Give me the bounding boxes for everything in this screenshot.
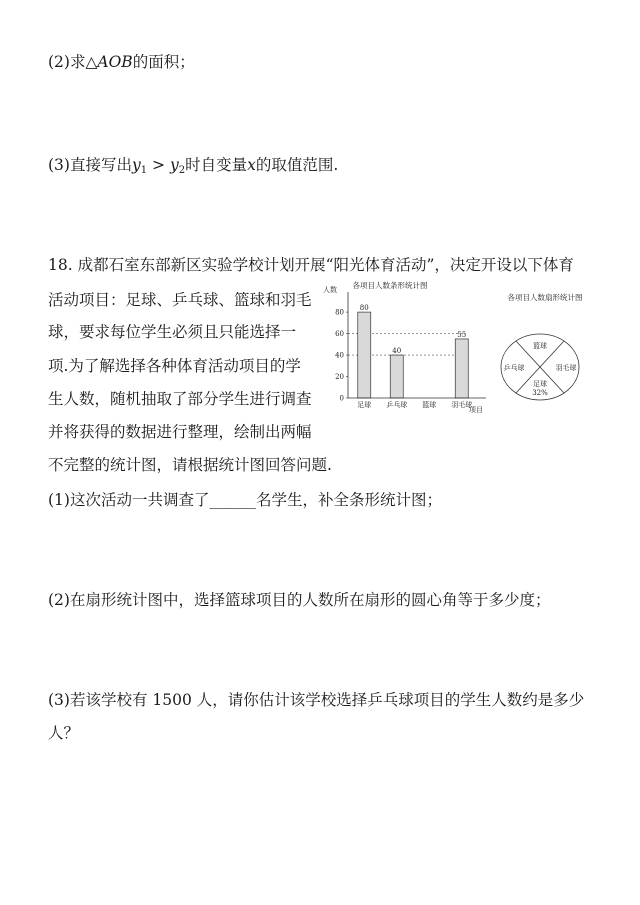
pie-label-basketball: 篮球 <box>533 342 547 350</box>
q3-y2: y <box>169 156 179 174</box>
q3-x: x <box>247 156 256 174</box>
pie-chart <box>490 290 605 408</box>
bar-chart <box>318 278 490 418</box>
question-3 <box>48 155 338 181</box>
q2-prefix: (2)求△ <box>48 53 98 71</box>
q3-sub2: 2 <box>178 165 186 176</box>
question-2 <box>48 52 195 72</box>
q2-math: AOB <box>97 53 133 71</box>
q3-suffix: 的取值范围. <box>255 156 339 174</box>
problem-18-line-6: 并将获得的数据进行整理，绘制出两幅 <box>48 423 312 441</box>
problem-18-line-4: 项.为了解选择各种体育活动项目的学 <box>48 357 301 375</box>
bar-chart-title: 各项目人数条形统计图 <box>352 281 428 290</box>
q3-prefix: (3)直接写出 <box>48 156 132 174</box>
sub-question-2: (2)在扇形统计图中，选择篮球项目的人数所在扇形的圆心角等于多少度； <box>48 591 551 609</box>
problem-18-line-1: 18. 成都石室东部新区实验学校计划开展“阳光体育活动”，决定开设以下体育 <box>48 256 574 274</box>
pie-label-badminton: 羽毛球 <box>555 364 577 372</box>
sub-question-3-line-2: 人？ <box>48 724 80 742</box>
bar-chart-xlabel: 项目 <box>469 406 483 414</box>
bar-data-label-3: 55 <box>457 330 467 339</box>
problem-18-line-2: 活动项目：足球、乒乓球、篮球和羽毛 <box>48 291 312 309</box>
problem-18-line-5: 生人数，随机抽取了部分学生进行调查 <box>48 390 312 408</box>
sub-question-3-line-1: (3)若该学校有 1500 人，请你估计该学校选择乒乓球项目的学生人数约是多少 <box>48 691 585 709</box>
q3-y1: y <box>131 156 141 174</box>
bar-1 <box>390 355 403 398</box>
problem-18-line-7: 不完整的统计图，请根据统计图回答问题. <box>48 456 332 474</box>
pie-chart-title: 各项目人数扇形统计图 <box>507 293 583 302</box>
bar-data-label-1: 40 <box>392 347 402 356</box>
ytick-label-3: 60 <box>335 330 344 339</box>
bar-chart-ylabel: 人数 <box>323 286 337 294</box>
pie-annotation-football: 32% <box>532 389 548 397</box>
ytick-label-1: 20 <box>335 373 344 382</box>
bar-data-label-0: 80 <box>359 304 369 313</box>
problem-18-line-3: 球，要求每位学生必须且只能选择一 <box>48 323 297 341</box>
bar-0 <box>358 312 371 398</box>
sub-question-1: (1)这次活动一共调查了______名学生，补全条形统计图； <box>48 491 442 509</box>
category-label-2: 篮球 <box>422 401 437 409</box>
category-label-3: 羽毛球 <box>451 401 473 409</box>
ytick-label-4: 80 <box>335 308 344 317</box>
bar-3 <box>455 339 468 398</box>
category-label-1: 乒乓球 <box>386 401 408 409</box>
q3-sub1: 1 <box>140 165 148 176</box>
q3-gt: > <box>147 156 170 174</box>
ytick-label-0: 0 <box>339 394 344 403</box>
category-label-0: 足球 <box>357 401 372 409</box>
q2-suffix: 的面积； <box>132 53 195 71</box>
ytick-label-2: 40 <box>335 351 344 360</box>
q3-mid: 时自变量 <box>185 156 248 174</box>
pie-label-football: 足球 <box>533 380 547 388</box>
pie-label-pingpong: 乒乓球 <box>503 364 525 372</box>
